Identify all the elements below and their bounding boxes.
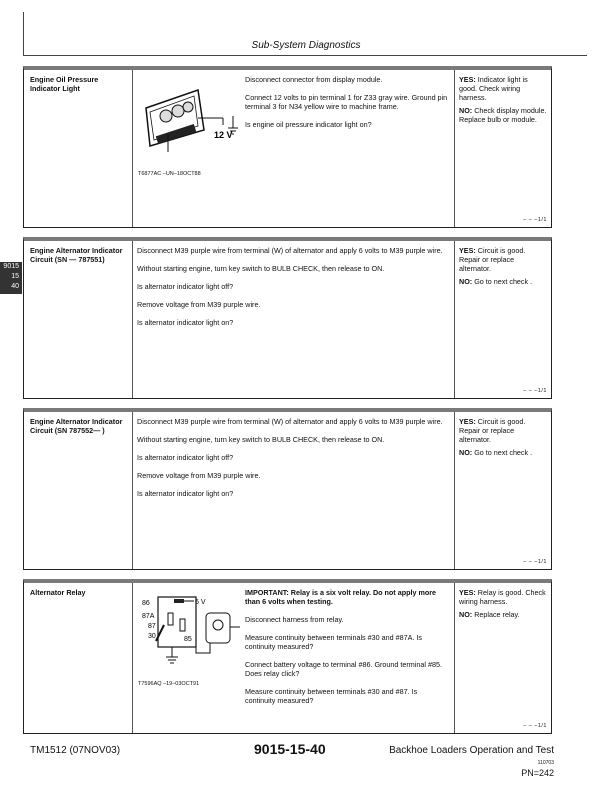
diagnostic-section-alternator-relay bbox=[23, 579, 552, 734]
terminal-86-label: 86 bbox=[142, 600, 150, 607]
section-title: Alternator Relay bbox=[30, 588, 86, 597]
instruction-step: Connect battery voltage to terminal #86. Ground terminal #85. Does relay click? bbox=[245, 660, 442, 678]
section-footmark: – – –1/1 bbox=[523, 723, 547, 729]
instruction-step: Measure continuity between terminals #30 and #87A. Is continuity measured? bbox=[245, 633, 422, 651]
result-column bbox=[459, 417, 547, 461]
figure-label-12v: 12 V bbox=[214, 130, 233, 140]
instruction-step: Without starting engine, turn key switch to BULB CHECK, then release to ON. bbox=[137, 264, 385, 273]
instruction-step: Disconnect harness from relay. bbox=[245, 615, 344, 624]
instruction-step: Disconnect connector from display module. bbox=[245, 75, 383, 84]
column-divider bbox=[454, 583, 455, 733]
result-yes: YES: Indicator light is good. Check wiring harness. bbox=[459, 75, 528, 102]
result-no: NO: Check display module. Replace bulb or module. bbox=[459, 106, 547, 124]
footer-pn: PN=242 bbox=[521, 768, 554, 778]
instruction-steps bbox=[137, 417, 447, 507]
footer-manual-title: Backhoe Loaders Operation and Test bbox=[389, 745, 554, 756]
result-no: NO: Replace relay. bbox=[459, 610, 520, 619]
instruction-steps bbox=[245, 588, 448, 714]
instruction-steps bbox=[245, 75, 448, 138]
terminal-85-label: 85 bbox=[184, 636, 192, 643]
instruction-step: Remove voltage from M39 purple wire. bbox=[137, 300, 261, 309]
result-yes: YES: Relay is good. Check wiring harness. bbox=[459, 588, 546, 606]
diagnostic-section-oil-pressure bbox=[23, 66, 552, 228]
instruction-step: Is alternator indicator light off? bbox=[137, 282, 234, 291]
section-title: Engine Oil Pressure Indicator Light bbox=[30, 75, 99, 93]
result-column bbox=[459, 75, 547, 128]
figure-caption: T7596AQ –19–03OCT91 bbox=[138, 681, 200, 687]
instruction-step: Measure continuity between terminals #30 and #87. Is continuity measured? bbox=[245, 687, 418, 705]
instruction-step: Is engine oil pressure indicator light on? bbox=[245, 120, 372, 129]
instruction-step: Is alternator indicator light on? bbox=[137, 489, 234, 498]
header-rule bbox=[23, 55, 587, 56]
instruction-steps bbox=[137, 246, 447, 336]
footer-page-number: 9015-15-40 bbox=[254, 741, 326, 757]
result-no: NO: Go to next check . bbox=[459, 277, 533, 286]
section-footmark: – – –1/1 bbox=[523, 217, 547, 223]
display-module-connector-figure bbox=[138, 80, 248, 160]
diagnostic-section-alternator-indicator-2 bbox=[23, 408, 552, 570]
result-column bbox=[459, 588, 547, 623]
result-yes: YES: Circuit is good. Repair or replace alternator. bbox=[459, 246, 526, 273]
result-column bbox=[459, 246, 547, 290]
column-divider bbox=[132, 412, 133, 569]
instruction-step: Is alternator indicator light on? bbox=[137, 318, 234, 327]
instruction-step: Connect 12 volts to pin terminal 1 for Z33 gray wire. Ground pin terminal 3 for N34 yellow wire to machine frame. bbox=[245, 93, 448, 111]
section-title: Engine Alternator Indicator Circuit (SN — 787551) bbox=[30, 246, 123, 264]
section-title: Engine Alternator Indicator Circuit (SN 787552— ) bbox=[30, 417, 123, 435]
diagnostic-section-alternator-indicator-1 bbox=[23, 237, 552, 399]
side-section-tab: 9015 15 40 bbox=[0, 262, 22, 294]
column-divider bbox=[132, 241, 133, 398]
relay-test-figure bbox=[140, 591, 248, 671]
footer-manual-id: TM1512 (07NOV03) bbox=[30, 745, 121, 756]
important-note: IMPORTANT: Relay is a six volt relay. Do not apply more than 6 volts when testing. bbox=[245, 588, 437, 606]
column-divider bbox=[454, 412, 455, 569]
instruction-step: Disconnect M39 purple wire from terminal (W) of alternator and apply 6 volts to M39 purple wire. bbox=[137, 246, 443, 255]
section-footmark: – – –1/1 bbox=[523, 559, 547, 565]
terminal-30-label: 30 bbox=[148, 633, 156, 640]
instruction-step: Disconnect M39 purple wire from terminal (W) of alternator and apply 6 volts to M39 purple wire. bbox=[137, 417, 443, 426]
result-yes: YES: Circuit is good. Repair or replace alternator. bbox=[459, 417, 526, 444]
column-divider bbox=[454, 241, 455, 398]
instruction-step: Is alternator indicator light off? bbox=[137, 453, 234, 462]
instruction-step: Without starting engine, turn key switch to BULB CHECK, then release to ON. bbox=[137, 435, 385, 444]
result-no: NO: Go to next check . bbox=[459, 448, 533, 457]
column-divider bbox=[132, 583, 133, 733]
section-footmark: – – –1/1 bbox=[523, 388, 547, 394]
column-divider bbox=[454, 70, 455, 227]
figure-caption: T6877AC –UN–18OCT88 bbox=[138, 171, 201, 177]
terminal-87a-label: 87A bbox=[142, 613, 155, 620]
footer-date-code: 110703 bbox=[537, 760, 554, 766]
voltage-label: 6 V bbox=[195, 599, 206, 606]
terminal-87-label: 87 bbox=[148, 623, 156, 630]
page-header-title: Sub-System Diagnostics bbox=[251, 40, 361, 51]
column-divider bbox=[132, 70, 133, 227]
instruction-step: Remove voltage from M39 purple wire. bbox=[137, 471, 261, 480]
